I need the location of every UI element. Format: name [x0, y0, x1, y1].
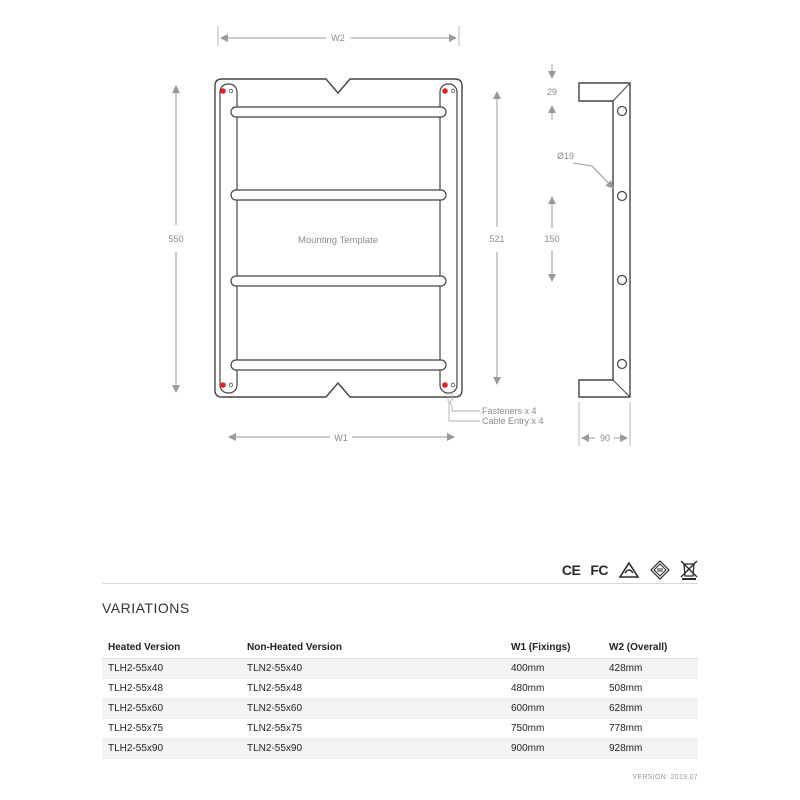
- section-divider: [102, 583, 698, 584]
- cell-non-heated: TLN2-55x40: [241, 659, 505, 679]
- cell-non-heated: TLN2-55x90: [241, 739, 505, 759]
- cell-w2: 508mm: [603, 679, 698, 699]
- fasteners-label: Fasteners x 4: [482, 406, 537, 416]
- variations-table: [102, 637, 698, 759]
- cell-heated: TLH2-55x48: [102, 679, 241, 699]
- cell-heated: TLH2-55x90: [102, 739, 241, 759]
- w2-label: W2: [331, 33, 345, 43]
- cell-w2: 778mm: [603, 719, 698, 739]
- mounting-template-label: Mounting Template: [297, 235, 379, 246]
- cable-entry-label: Cable Entry x 4: [482, 416, 544, 426]
- height-550-label: 550: [168, 234, 184, 244]
- cell-w2: 428mm: [603, 659, 698, 679]
- dimension-w2: [218, 26, 459, 46]
- cell-w1: 600mm: [505, 699, 603, 719]
- cell-w2: 928mm: [603, 739, 698, 759]
- dim-90-label: 90: [599, 433, 611, 443]
- dim-19-label: Ø19: [557, 151, 575, 161]
- header-non-heated: Non-Heated Version: [241, 637, 505, 659]
- dimension-150: [544, 197, 559, 281]
- rcm-icon: [618, 561, 640, 579]
- class-ii-icon: [650, 560, 670, 580]
- ce-mark: CE: [561, 562, 581, 578]
- mounting-template: [215, 79, 462, 397]
- cell-non-heated: TLN2-55x48: [241, 679, 505, 699]
- header-heated: Heated Version: [102, 637, 241, 659]
- dimension-height-521: [489, 92, 504, 384]
- dimension-diameter-19: [557, 151, 613, 188]
- cell-non-heated: TLN2-55x75: [241, 719, 505, 739]
- w1-label: W1: [334, 433, 348, 443]
- cell-w1: 900mm: [505, 739, 603, 759]
- fcc-mark: FC: [590, 562, 608, 578]
- dim-29-label: 29: [546, 87, 558, 97]
- table-row: [102, 659, 698, 679]
- table-row: [102, 719, 698, 739]
- cell-heated: TLH2-55x40: [102, 659, 241, 679]
- dimension-29: [547, 64, 557, 120]
- cell-w1: 750mm: [505, 719, 603, 739]
- dim-150-label: 150: [544, 234, 560, 244]
- table-row: [102, 679, 698, 699]
- cell-non-heated: TLN2-55x60: [241, 699, 505, 719]
- table-header-row: [102, 637, 698, 659]
- dimension-90: [579, 402, 630, 446]
- cell-heated: TLH2-55x75: [102, 719, 241, 739]
- variations-title: VARIATIONS: [102, 600, 190, 616]
- table-row: [102, 739, 698, 759]
- header-w2: W2 (Overall): [603, 637, 698, 659]
- side-profile: [579, 83, 630, 397]
- version-label: VERSION: 2019.07: [632, 774, 698, 781]
- cell-w1: 400mm: [505, 659, 603, 679]
- height-521-label: 521: [489, 234, 505, 244]
- header-w1: W1 (Fixings): [505, 637, 603, 659]
- cell-w2: 628mm: [603, 699, 698, 719]
- cell-heated: TLH2-55x60: [102, 699, 241, 719]
- callout-leaders: [448, 392, 544, 426]
- weee-bin-icon: [680, 560, 698, 580]
- table-row: [102, 699, 698, 719]
- dimension-height-550: [168, 86, 183, 392]
- dimension-w1: [229, 433, 454, 443]
- certification-marks: [562, 560, 698, 580]
- cell-w1: 480mm: [505, 679, 603, 699]
